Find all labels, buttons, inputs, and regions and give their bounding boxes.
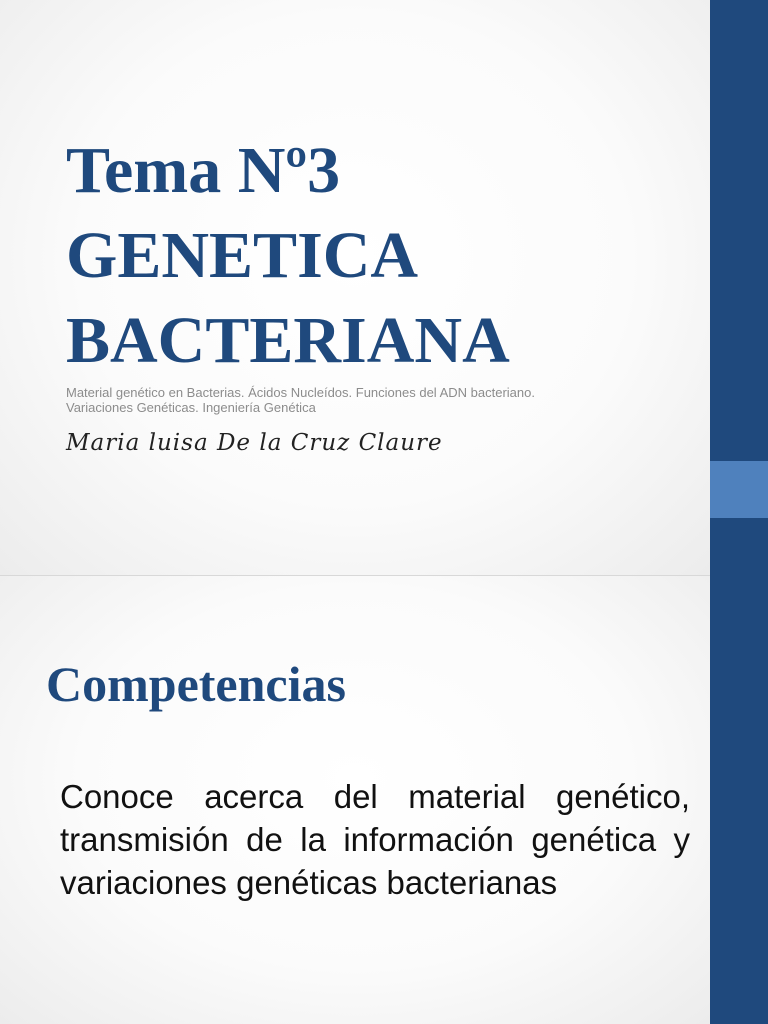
- title-line: GENETICA: [66, 219, 419, 292]
- subtitle-line: Variaciones Genéticas. Ingeniería Genética: [66, 400, 316, 415]
- competencias-text: Conoce acerca del material genético, transmisión de la información genética y variaciones genéticas bacterianas: [60, 778, 690, 901]
- author-name: Maria luisa De la Cruz Claure: [66, 430, 443, 456]
- title-line: BACTERIANA: [66, 304, 510, 377]
- subtitle-line: Material genético en Bacterias. Ácidos Nucleídos. Funciones del ADN bacteriano.: [66, 385, 535, 400]
- section-heading: Competencias: [46, 656, 346, 712]
- side-bar-accent: [710, 461, 768, 518]
- slide-subtitle: [66, 385, 666, 415]
- slide-title: [66, 128, 686, 383]
- title-line: Tema Nº3: [66, 134, 341, 207]
